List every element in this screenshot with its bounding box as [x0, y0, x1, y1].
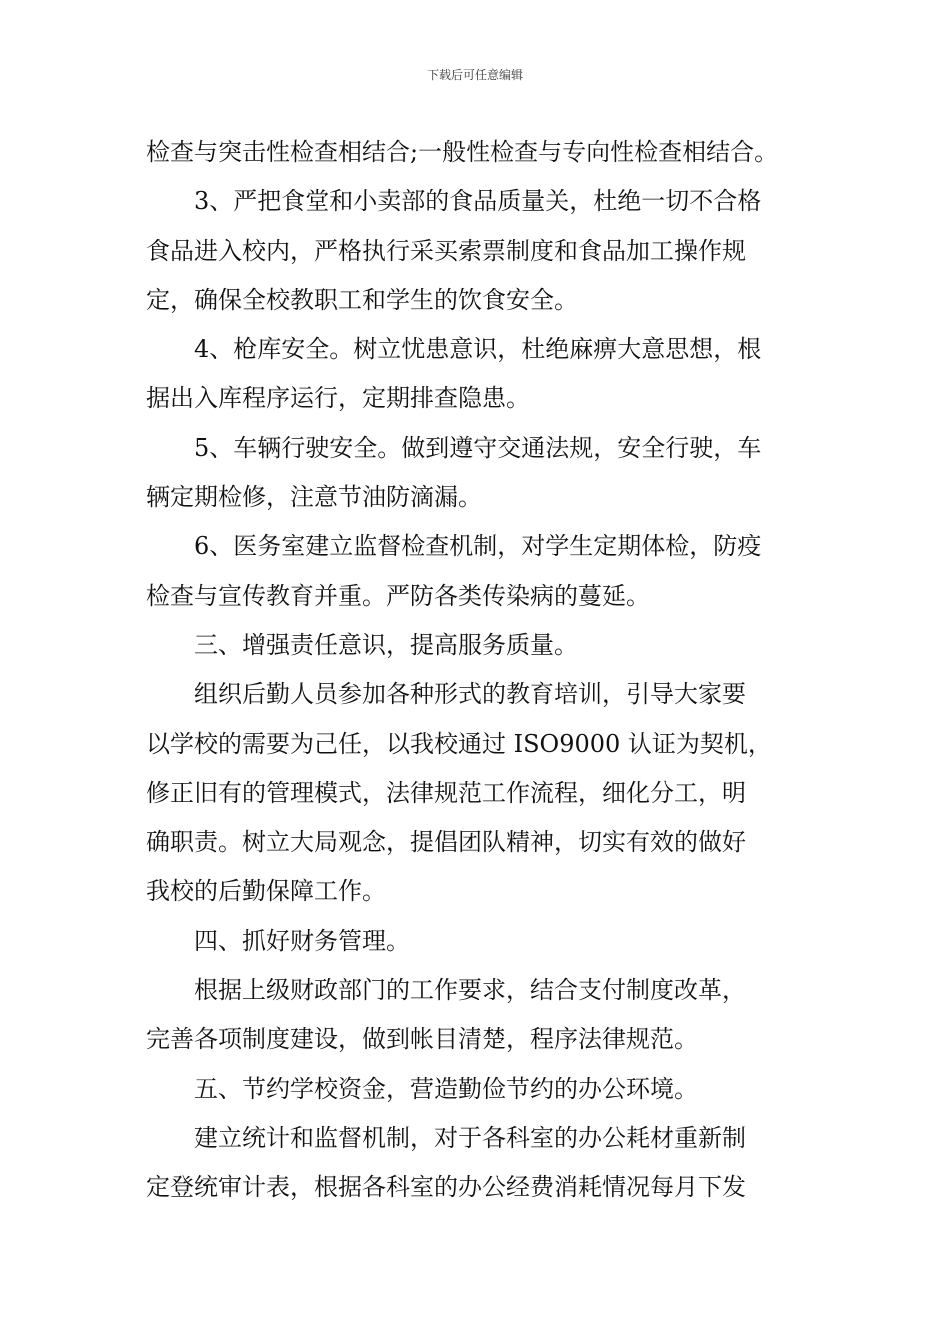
paragraph-start-line: 组织后勤人员参加各种形式的教育培训，引导大家要 [194, 680, 746, 709]
section-heading: 三、增强责任意识，提高服务质量。 [194, 630, 578, 659]
text-line: 定，确保全校教职工和学生的饮食安全。 [146, 285, 578, 314]
section-heading: 五、节约学校资金，营造勤俭节约的办公环境。 [194, 1074, 698, 1103]
paragraph-start-line: 6、医务室建立监督检查机制，对学生定期体检，防疫 [194, 532, 762, 561]
text-line: 检查与突击性检查相结合;一般性检查与专向性检查相结合。 [146, 138, 779, 166]
paragraph-start-line: 根据上级财政部门的工作要求，结合支付制度改革， [194, 976, 746, 1005]
paragraph-start-line: 5、车辆行驶安全。做到遵守交通法规，安全行驶，车 [194, 433, 762, 462]
section-heading: 四、抓好财务管理。 [194, 926, 410, 955]
header-note: 下载后可任意编辑 [426, 68, 523, 82]
text-line: 修正旧有的管理模式，法律规范工作流程，细化分工，明 [146, 778, 746, 807]
paragraph-start-line: 3、严把食堂和小卖部的食品质量关，杜绝一切不合格 [194, 187, 762, 216]
paragraph-start-line: 建立统计和监督机制，对于各科室的办公耗材重新制 [194, 1123, 746, 1152]
document-body [146, 128, 808, 1213]
text-line: 以学校的需要为己任，以我校通过 ISO9000 认证为契机， [146, 729, 772, 758]
text-line: 辆定期检修，注意节油防滴漏。 [146, 483, 482, 512]
text-line: 食品进入校内，严格执行采买索票制度和食品加工操作规 [146, 236, 746, 265]
text-line: 我校的后勤保障工作。 [146, 877, 386, 906]
text-line: 检查与宣传教育并重。严防各类传染病的蔓延。 [146, 581, 650, 610]
text-line: 完善各项制度建设，做到帐目清楚，程序法律规范。 [146, 1025, 698, 1054]
text-line: 定登统审计表，根据各科室的办公经费消耗情况每月下发 [146, 1173, 746, 1202]
text-line: 据出入库程序运行，定期排查隐患。 [146, 384, 530, 413]
paragraph-start-line: 4、枪库安全。树立忧患意识，杜绝麻痹大意思想，根 [194, 335, 762, 364]
text-line: 确职责。树立大局观念，提倡团队精神，切实有效的做好 [146, 828, 746, 857]
